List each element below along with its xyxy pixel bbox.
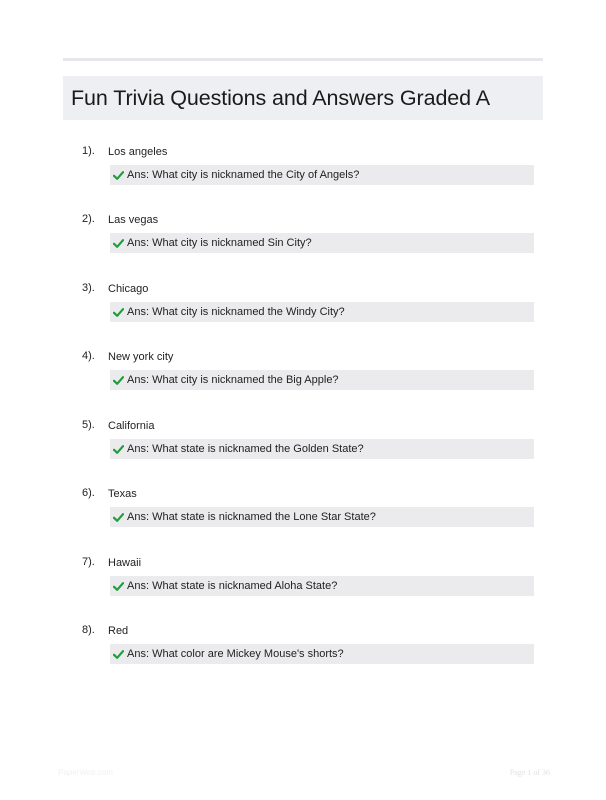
answer-box	[110, 233, 534, 253]
check-icon	[113, 649, 124, 660]
footer-watermark: PaperWeb.com	[58, 768, 113, 777]
check-icon	[113, 307, 124, 318]
answer-box	[110, 439, 534, 459]
question-number: 4).	[82, 350, 95, 362]
question-number: 1).	[82, 145, 95, 157]
answer-text: Ans: What city is nicknamed the City of Angels?	[127, 169, 360, 181]
question-text: Chicago	[108, 283, 149, 295]
answer-text: Ans: What state is nicknamed Aloha State?	[127, 580, 338, 592]
answer-box	[110, 576, 534, 596]
answer-text: Ans: What state is nicknamed the Golden State?	[127, 443, 364, 455]
question-number: 5).	[82, 419, 95, 431]
qa-item	[0, 624, 606, 684]
answer-box	[110, 507, 534, 527]
answer-text: Ans: What city is nicknamed the Big Apple?	[127, 374, 339, 386]
qa-item	[0, 487, 606, 547]
question-text: California	[108, 420, 155, 432]
answer-text: Ans: What state is nicknamed the Lone Star State?	[127, 511, 376, 523]
answer-box	[110, 302, 534, 322]
question-text: Las vegas	[108, 214, 159, 226]
question-number: 7).	[82, 556, 95, 568]
question-text: Red	[108, 625, 129, 637]
question-text: New york city	[108, 351, 174, 363]
question-number: 3).	[82, 282, 95, 294]
qa-item	[0, 419, 606, 479]
check-icon	[113, 238, 124, 249]
answer-text: Ans: What color are Mickey Mouse's shorts?	[127, 648, 344, 660]
check-icon	[113, 375, 124, 386]
question-number: 8).	[82, 624, 95, 636]
qa-item	[0, 282, 606, 342]
question-text: Los angeles	[108, 146, 168, 158]
answer-box	[110, 644, 534, 664]
page-indicator: Page 1 of 36	[509, 768, 550, 777]
question-number: 2).	[82, 213, 95, 225]
answer-box	[110, 165, 534, 185]
question-text: Hawaii	[108, 557, 142, 569]
answer-box	[110, 370, 534, 390]
check-icon	[113, 444, 124, 455]
question-number: 6).	[82, 487, 95, 499]
page-title: Fun Trivia Questions and Answers Graded A	[71, 85, 490, 110]
qa-item	[0, 145, 606, 205]
qa-item	[0, 350, 606, 410]
check-icon	[113, 581, 124, 592]
check-icon	[113, 512, 124, 523]
qa-item	[0, 556, 606, 616]
answer-text: Ans: What city is nicknamed the Windy City?	[127, 306, 345, 318]
question-text: Texas	[108, 488, 137, 500]
check-icon	[113, 170, 124, 181]
answer-text: Ans: What city is nicknamed Sin City?	[127, 237, 312, 249]
qa-item	[0, 213, 606, 273]
